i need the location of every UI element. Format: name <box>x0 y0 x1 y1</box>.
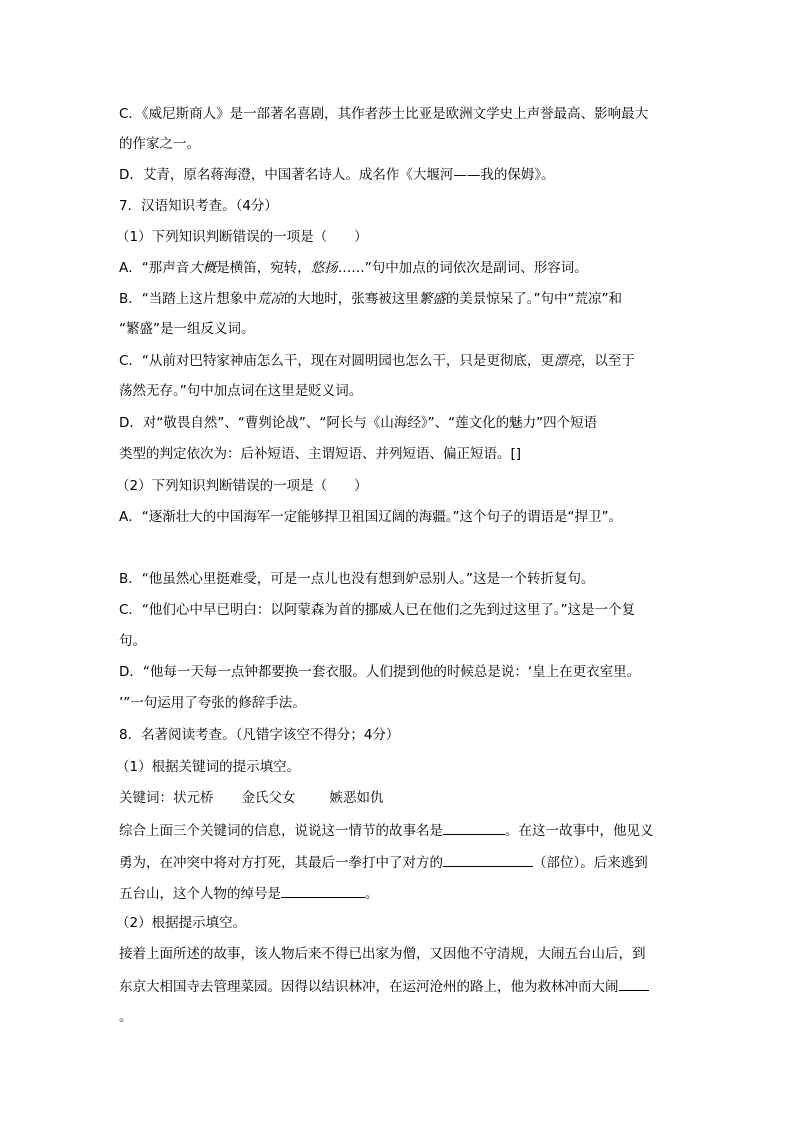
text-segment: 勇为，在冲突中将对方打死，其最后一拳打中了对方的 <box>119 855 443 871</box>
q8-paragraph-line4: 接着上面所述的故事，该人物后来不得已出家为僧，又因他不守清规，大闹五台山后，到 <box>119 946 646 962</box>
q7-2-option-a: A．“逐渐壮大的中国海军一定能够捍卫祖国辽阔的海疆。”这个句子的谓语是“捍卫”。 <box>119 509 622 525</box>
q8-paragraph-line2 <box>119 852 648 872</box>
q8-1-stem: （1）根据关键词的提示填空。 <box>116 759 301 775</box>
text-segment: （部位）。后来逃到 <box>533 855 648 871</box>
text-segment: B．“当踏上这片想象中 <box>119 291 257 307</box>
q7-1-option-b-line1 <box>119 290 622 308</box>
q7-1-option-c-line1 <box>119 352 635 370</box>
fill-blank-body-part[interactable] <box>443 852 533 867</box>
text-segment: 东京大相国寺去管理菜园。因得以结识林冲，在运河沧州的路上，他为救林冲而大闹 <box>119 979 619 995</box>
q6-option-c-line2: 的作家之一。 <box>119 136 200 152</box>
text-segment: 。在这一故事中，他见义 <box>505 823 654 839</box>
keywords-label: 关键词： <box>119 790 173 806</box>
q8-paragraph-line6: 。 <box>119 1009 133 1025</box>
keyword: 金氏父女 <box>241 790 296 806</box>
q8-paragraph-line1 <box>119 820 654 840</box>
q8-title: 8．名著阅读考查。（凡错字该空不得分；4分） <box>119 727 400 743</box>
q7-1-option-b-line2: “繁盛”是一组反义词。 <box>119 321 255 337</box>
q7-1-option-d-line2: 类型的判定依次为：后补短语、主谓短语、并列短语、偏正短语。[] <box>119 446 522 462</box>
text-segment: 五台山，这个人物的绰号是 <box>119 886 281 902</box>
q7-2-option-c-line1: C．“他们心中早已明白：以阿蒙森为首的挪威人已在他们之先到过这里了。”这是一个复 <box>119 602 636 618</box>
text-segment: ，以至于 <box>580 353 635 369</box>
text-segment: 的大地时，张骞被这里 <box>283 291 419 307</box>
q7-1-option-a <box>119 259 588 277</box>
text-segment: A．“那声音 <box>119 260 190 276</box>
dotted-word: 繁盛 <box>418 291 446 307</box>
text-segment: ……”句中加点的词依次是副词、形容词。 <box>337 260 588 276</box>
dotted-word: 大概 <box>189 260 217 276</box>
q7-1-option-d-line1: D．对“敬畏自然”、“曹刿论战”、“阿长与《山海经》”、“莲文化的魅力”四个短语 <box>119 415 598 431</box>
q8-keywords <box>119 789 384 807</box>
q7-1-option-c-line2: 荡然无存。”句中加点词在这里是贬义词。 <box>119 383 363 399</box>
text-segment: 。 <box>365 886 379 902</box>
q7-1-stem: （1）下列知识判断错误的一项是（ ） <box>116 229 368 245</box>
q7-2-option-b: B．“他虽然心里挺难受，可是一点儿也没有想到妒忌别人。”这是一个转折复句。 <box>119 571 595 587</box>
q8-2-stem: （2）根据提示填空。 <box>116 915 247 931</box>
text-segment: 综合上面三个关键词的信息，说说这一情节的故事名是 <box>119 823 443 839</box>
dotted-word: 荒凉 <box>256 291 284 307</box>
keyword: 嫉恶如仇 <box>329 790 384 806</box>
fill-blank-story-name[interactable] <box>443 820 505 835</box>
q6-option-d: D．艾青，原名蒋海澄，中国著名诗人。成名作《大堰河——我的保姆》。 <box>119 167 555 183</box>
dotted-word: 漂亮 <box>553 353 581 369</box>
q7-2-option-c-line2: 句。 <box>119 633 146 649</box>
fill-blank-nickname[interactable] <box>281 883 365 898</box>
fill-blank-location[interactable] <box>619 976 649 991</box>
text-segment: 是横笛，宛转， <box>216 260 311 276</box>
q7-2-option-d-line2: ’”一句运用了夸张的修辞手法。 <box>119 695 306 711</box>
q7-title: 7．汉语知识考查。（4分） <box>119 198 278 214</box>
text-segment: 的美景惊呆了。”句中“荒凉”和 <box>445 291 622 307</box>
q7-2-stem: （2）下列知识判断错误的一项是（ ） <box>116 478 368 494</box>
dotted-word: 悠扬 <box>310 260 338 276</box>
q8-paragraph-line5 <box>119 976 649 996</box>
text-segment: C．“从前对巴特家神庙怎么干，现在对圆明园也怎么干，只是更彻底，更 <box>119 353 554 369</box>
q6-option-c-line1: C．《威尼斯商人》是一部著名喜剧，其作者莎士比亚是欧洲文学史上声誉最高、影响最大 <box>119 106 649 122</box>
q8-paragraph-line3 <box>119 883 379 903</box>
keyword: 状元桥 <box>173 790 214 806</box>
q7-2-option-d-line1: D．“他每一天每一点钟都要换一套衣服。人们提到他的时候总是说：‘皇上在更衣室里。 <box>119 664 641 680</box>
